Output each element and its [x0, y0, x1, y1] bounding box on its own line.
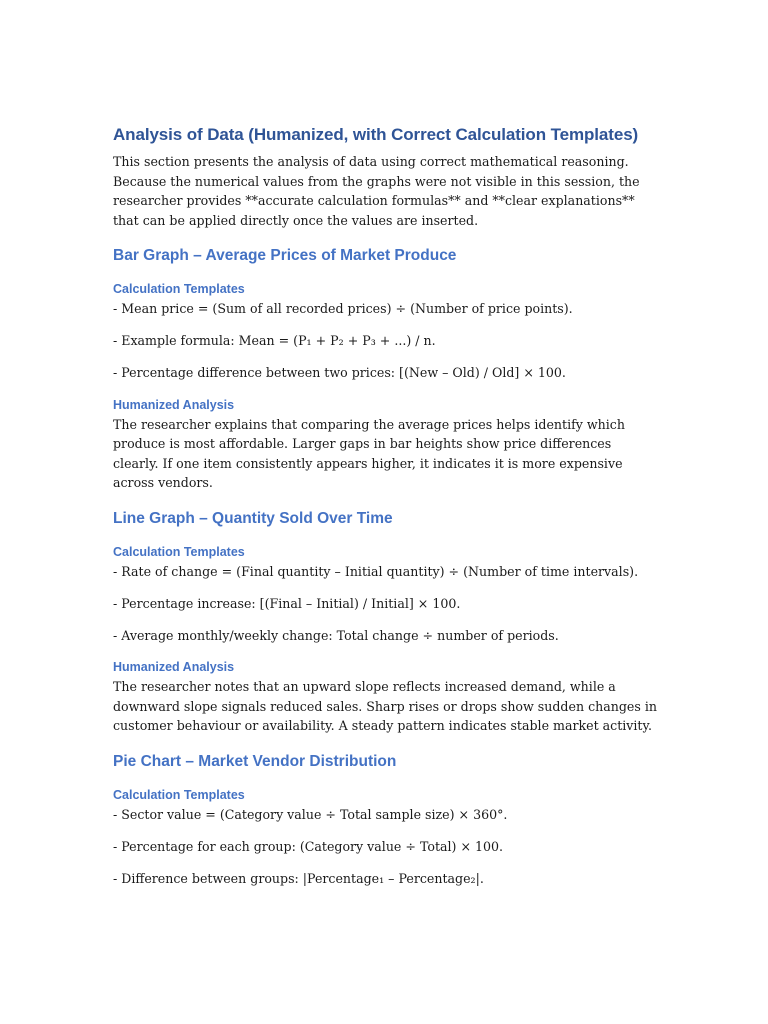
analysis-paragraph: The researcher explains that comparing the average prices helps identify which produce is most affordable. Larger gaps in bar heights show price differences clearly. If one item consistently appears higher, it indicates it is more expensive across vendors. — [113, 416, 625, 490]
template-item: - Rate of change = (Final quantity – Initial quantity) ÷ (Number of time intervals). — [113, 563, 639, 579]
analysis-heading: Humanized Analysis — [113, 397, 235, 412]
templates-list — [113, 299, 658, 383]
templates-list — [113, 805, 658, 889]
intro-paragraph: This section presents the analysis of data using correct mathematical reasoning. Because the numerical values from the graphs were not visible in this session, the researcher provides **accurate calculation formulas** and **clear explanations** that can be applied directly once the values are inserted. — [113, 154, 640, 228]
template-item: - Mean price = (Sum of all recorded prices) ÷ (Number of price points). — [113, 301, 573, 316]
templates-list — [113, 562, 658, 646]
analysis-paragraph: The researcher notes that an upward slope reflects increased demand, while a downward slope signals reduced sales. Sharp rises or drops show sudden changes in customer behaviour or availability. A steady pattern indicates stable market activity. — [113, 679, 657, 733]
template-item: - Average monthly/weekly change: Total change ÷ number of periods. — [113, 627, 559, 643]
document-page — [113, 124, 658, 902]
template-item: - Example formula: Mean = (P₁ + P₂ + P₃ + ...) / n. — [113, 333, 436, 348]
section-bar-graph — [113, 246, 658, 493]
document-title: Analysis of Data (Humanized, with Correct Calculation Templates) — [113, 125, 639, 144]
template-item: - Percentage difference between two prices: [(New – Old) / Old] × 100. — [113, 365, 566, 380]
template-item: - Difference between groups: |Percentage₁ – Percentage₂|. — [113, 870, 484, 886]
templates-heading: Calculation Templates — [113, 282, 245, 296]
template-item: - Percentage increase: [(Final – Initial) / Initial] × 100. — [113, 595, 461, 611]
section-heading: Bar Graph – Average Prices of Market Produce — [113, 247, 457, 264]
section-heading: Line Graph – Quantity Sold Over Time — [113, 509, 393, 527]
section-pie-chart — [113, 752, 658, 889]
templates-heading: Calculation Templates — [113, 787, 245, 802]
analysis-heading: Humanized Analysis — [113, 660, 235, 674]
template-item: - Percentage for each group: (Category value ÷ Total) × 100. — [113, 838, 504, 854]
templates-heading: Calculation Templates — [113, 544, 245, 559]
template-item: - Sector value = (Category value ÷ Total sample size) × 360°. — [113, 806, 508, 822]
section-line-graph — [113, 509, 658, 736]
section-heading: Pie Chart – Market Vendor Distribution — [113, 752, 397, 770]
